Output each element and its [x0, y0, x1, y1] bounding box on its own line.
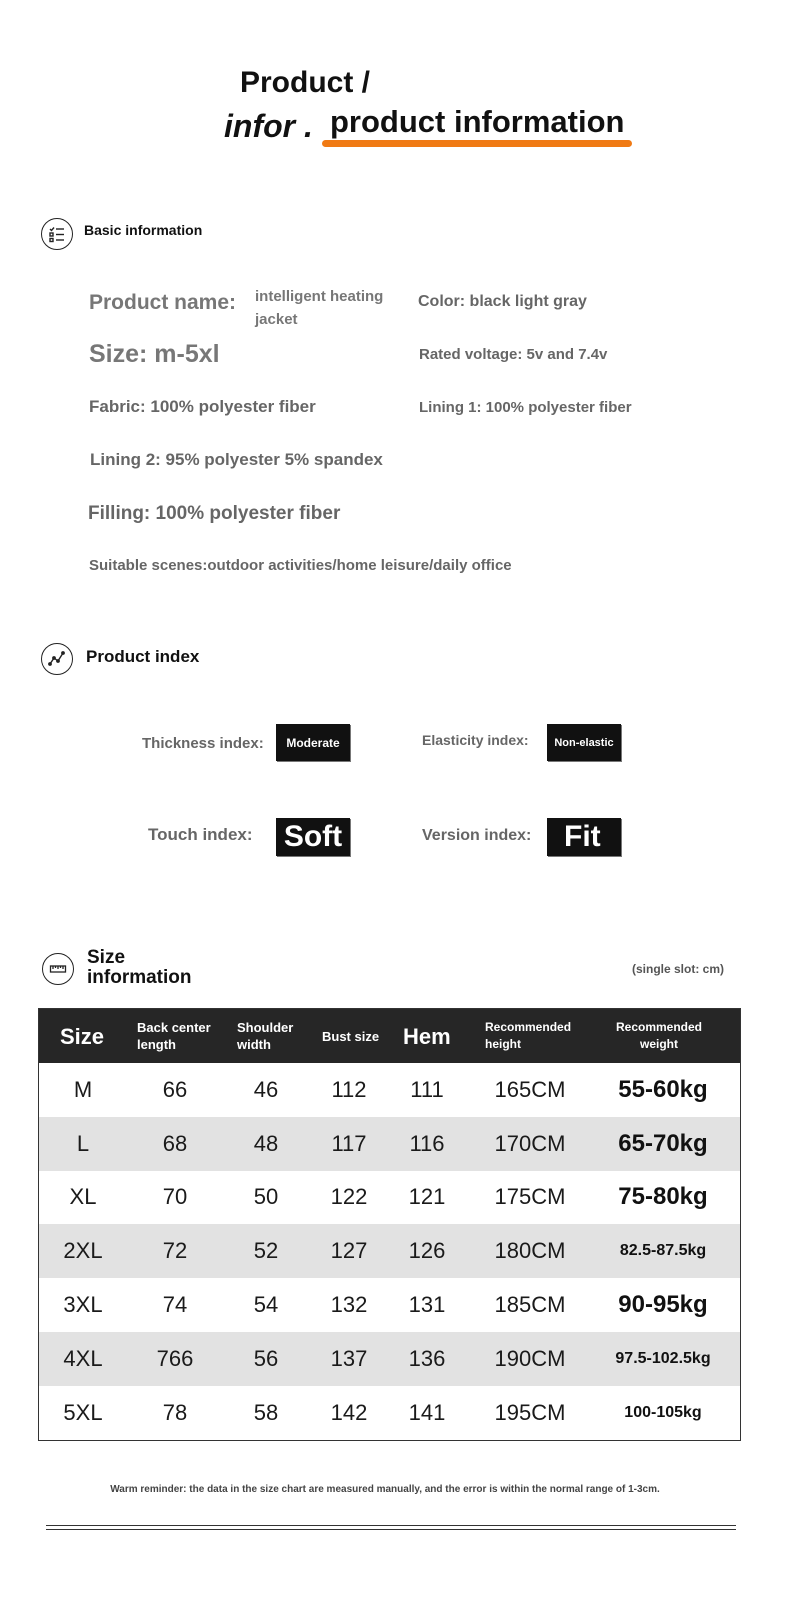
cell-height: 180CM — [494, 1238, 566, 1264]
th-weight-line1: Recommended — [615, 1020, 703, 1034]
size-info-title-2: information — [87, 967, 192, 988]
cell-shoulder: 56 — [253, 1345, 279, 1371]
divider — [46, 1525, 736, 1526]
cell-back: 78 — [162, 1399, 188, 1425]
lining2-info: Lining 2: 95% polyester 5% spandex — [90, 450, 383, 469]
th-height-line2: height — [485, 1037, 521, 1051]
th-weight — [609, 1009, 709, 1063]
cell-height: 175CM — [494, 1184, 566, 1210]
product-name-label: Product name: — [89, 291, 237, 314]
cell-bust: 137 — [330, 1345, 368, 1371]
cell-bust: 117 — [331, 1130, 367, 1156]
unit-note: (single slot: cm) — [632, 962, 725, 976]
cell-back: 74 — [162, 1292, 188, 1318]
lining1-info: Lining 1: 100% polyester fiber — [419, 399, 632, 416]
product-name-value-2: jacket — [255, 311, 298, 328]
header-infor: infor . — [224, 108, 313, 144]
cell-bust: 112 — [331, 1076, 367, 1102]
elasticity-label: Elasticity index: — [422, 732, 529, 748]
table-row — [39, 1224, 740, 1278]
cell-bust: 127 — [330, 1238, 368, 1264]
cell-height: 185CM — [494, 1292, 566, 1318]
table-row — [39, 1278, 740, 1332]
th-size: Size — [60, 1023, 105, 1049]
table-row — [39, 1332, 740, 1386]
warm-reminder: Warm reminder: the data in the size chart are measured manually, and the error is within the normal range of 1-3cm. — [110, 1484, 660, 1495]
cell-bust: 142 — [330, 1399, 368, 1425]
cell-shoulder: 46 — [253, 1076, 279, 1102]
filling-info: Filling: 100% polyester fiber — [88, 503, 341, 524]
fabric-info: Fabric: 100% polyester fiber — [89, 397, 316, 416]
thickness-label: Thickness index: — [142, 735, 264, 752]
th-shoulder-line2: width — [237, 1037, 271, 1052]
cell-height: 195CM — [494, 1399, 566, 1425]
size-table — [38, 1008, 741, 1441]
cell-back: 66 — [162, 1076, 188, 1102]
cell-back: 766 — [156, 1345, 194, 1371]
cell-weight: 75-80kg — [618, 1183, 708, 1211]
ruler-icon — [42, 953, 74, 985]
th-bust: Bust size — [322, 1028, 380, 1044]
th-weight-line2: weight — [640, 1037, 678, 1051]
cell-shoulder: 52 — [253, 1238, 279, 1264]
version-badge: Fit — [547, 818, 621, 856]
touch-label: Touch index: — [148, 825, 253, 844]
th-hem: Hem — [403, 1023, 451, 1049]
cell-weight: 55-60kg — [618, 1075, 708, 1103]
cell-hem: 111 — [410, 1076, 444, 1102]
cell-back: 68 — [162, 1130, 188, 1156]
cell-hem: 116 — [409, 1130, 445, 1156]
thickness-badge: Moderate — [276, 724, 350, 761]
voltage-info: Rated voltage: 5v and 7.4v — [419, 346, 608, 363]
cell-size: 5XL — [63, 1399, 103, 1425]
th-back-line2: length — [137, 1037, 176, 1052]
version-label: Version index: — [422, 827, 532, 844]
cell-hem: 131 — [408, 1292, 446, 1318]
cell-hem: 126 — [408, 1238, 446, 1264]
touch-badge: Soft — [276, 818, 350, 856]
cell-size: XL — [69, 1184, 97, 1210]
table-header — [39, 1009, 740, 1063]
cell-height: 165CM — [494, 1076, 566, 1102]
cell-back: 72 — [162, 1238, 188, 1264]
th-height-line1: Recommended — [485, 1020, 572, 1034]
table-row — [39, 1386, 740, 1440]
cell-back: 70 — [162, 1184, 188, 1210]
table-row — [39, 1063, 740, 1117]
th-back — [137, 1009, 211, 1063]
table-body — [39, 1063, 740, 1440]
th-shoulder-line1: Shoulder — [237, 1020, 294, 1035]
cell-shoulder: 50 — [253, 1184, 279, 1210]
th-height — [485, 1009, 571, 1063]
cell-weight: 65-70kg — [618, 1129, 708, 1157]
table-row — [39, 1171, 740, 1225]
elasticity-badge: Non-elastic — [547, 724, 621, 761]
list-check-icon — [41, 218, 73, 250]
cell-shoulder: 54 — [253, 1292, 279, 1318]
cell-size: 2XL — [63, 1238, 103, 1264]
size-info: Size: m-5xl — [89, 340, 220, 368]
product-index-title: Product index — [86, 647, 200, 666]
cell-weight: 90-95kg — [618, 1291, 708, 1319]
cell-size: L — [76, 1130, 90, 1156]
cell-weight: 100-105kg — [624, 1403, 702, 1421]
divider — [46, 1529, 736, 1530]
cell-height: 170CM — [494, 1130, 566, 1156]
color-info: Color: black light gray — [418, 293, 587, 310]
cell-size: 3XL — [63, 1292, 103, 1318]
cell-bust: 122 — [330, 1184, 368, 1210]
trend-line-icon — [41, 643, 73, 675]
cell-shoulder: 58 — [253, 1399, 279, 1425]
cell-weight: 82.5-87.5kg — [619, 1242, 707, 1260]
th-back-line1: Back center — [137, 1020, 211, 1035]
basic-info-title: Basic information — [84, 222, 203, 238]
cell-shoulder: 48 — [253, 1130, 279, 1156]
scenes-info: Suitable scenes:outdoor activities/home leisure/daily office — [89, 557, 512, 574]
page-title: product information — [330, 104, 625, 139]
cell-hem: 136 — [408, 1345, 446, 1371]
cell-size: M — [73, 1076, 93, 1102]
title-underline — [322, 140, 632, 147]
cell-bust: 132 — [330, 1292, 368, 1318]
header-title-line1: Product / — [240, 66, 371, 99]
th-shoulder — [237, 1009, 293, 1063]
cell-hem: 141 — [408, 1399, 446, 1425]
cell-hem: 121 — [408, 1184, 446, 1210]
product-name-value: intelligent heating — [255, 288, 384, 305]
table-row — [39, 1117, 740, 1171]
cell-height: 190CM — [494, 1345, 566, 1371]
cell-size: 4XL — [63, 1345, 103, 1371]
size-info-title: Size — [87, 947, 126, 968]
cell-weight: 97.5-102.5kg — [615, 1349, 711, 1367]
